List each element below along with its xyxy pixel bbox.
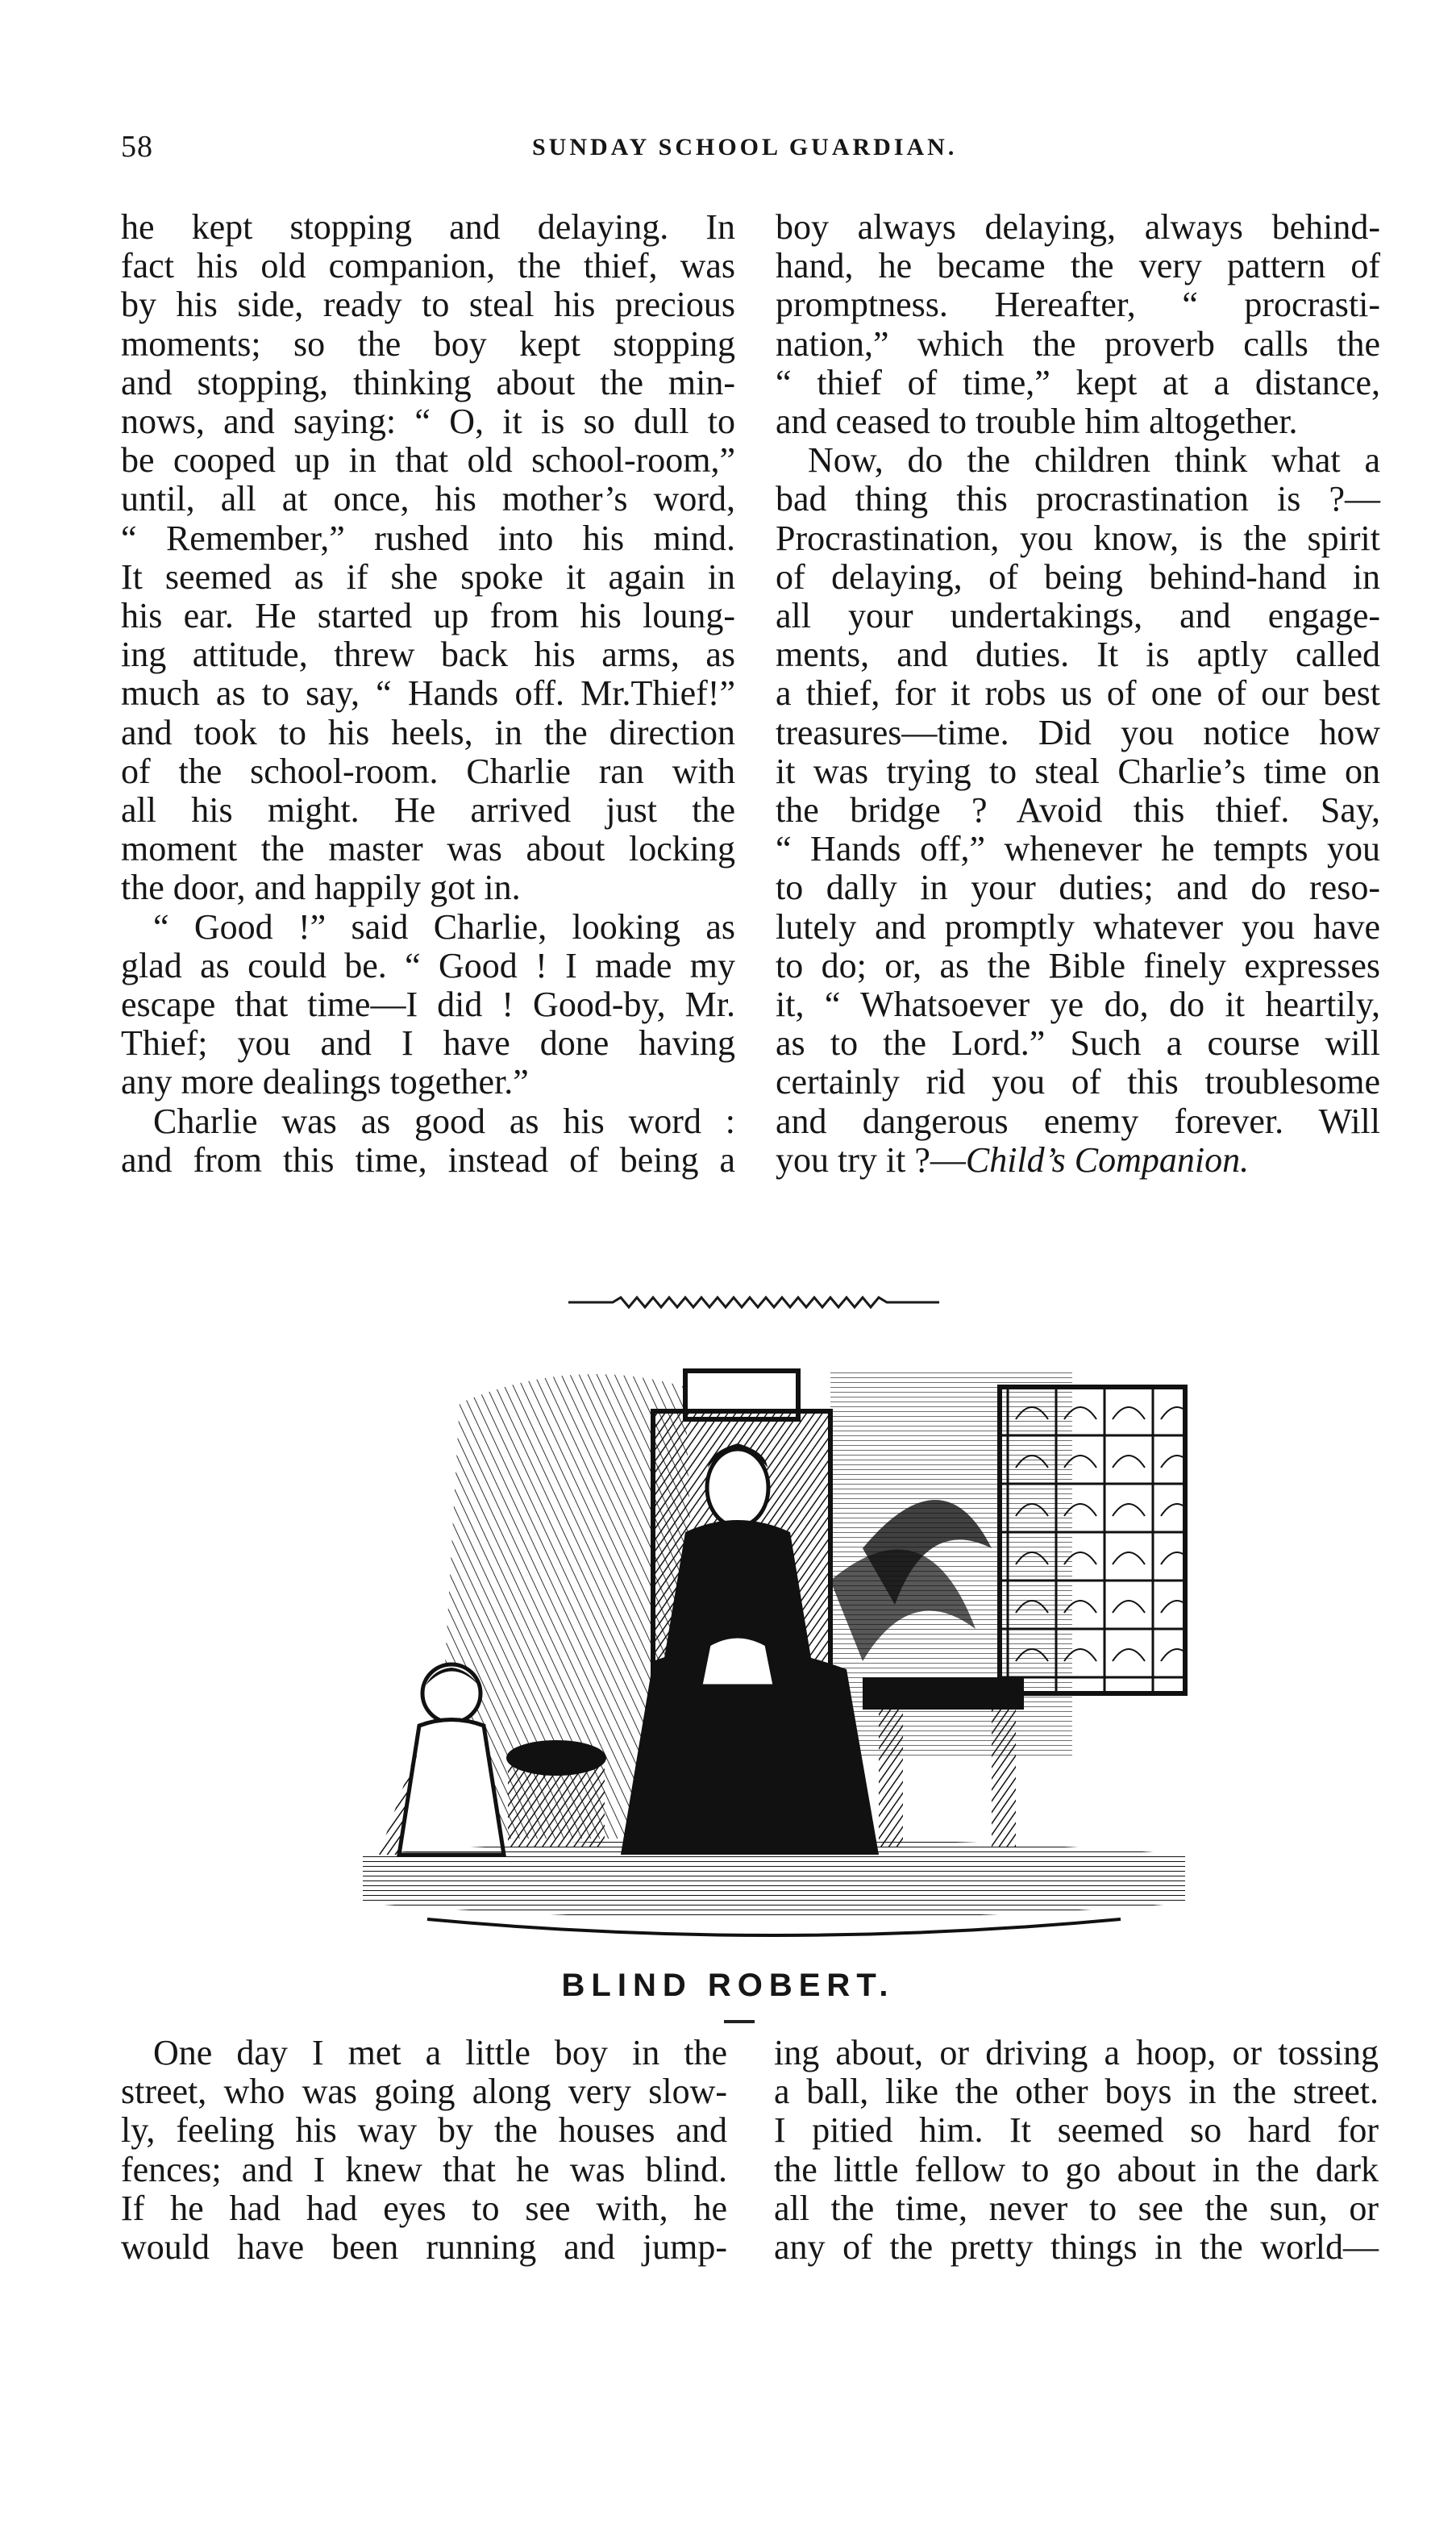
text-line: Procrastination, you know, is the spirit (776, 518, 1380, 558)
text-line: the bridge ? Avoid this thief. Say, (776, 790, 1380, 831)
page-number: 58 (121, 130, 153, 164)
text-line: street, who was going along very slow- (121, 2072, 727, 2112)
text-line: to dally in your duties; and do reso- (776, 868, 1380, 908)
text-line: ly, feeling his way by the houses and (121, 2110, 727, 2151)
story-right-column (776, 208, 1380, 1180)
text-line: as to the Lord.” Such a course will (776, 1023, 1380, 1064)
text-line: and took to his heels, in the direction (121, 712, 735, 752)
text-line: I pitied him. It seemed so hard for (774, 2110, 1379, 2151)
running-head: SUNDAY SCHOOL GUARDIAN. (532, 134, 958, 160)
text-line: all your undertakings, and engage- (776, 596, 1380, 636)
text-line: to do; or, as the Bible finely expresses (776, 945, 1380, 985)
text-line: all the time, never to see the sun, or (774, 2188, 1379, 2228)
text-line: Now, do the children think what a (808, 440, 1380, 481)
text-line: “ Good !” said Charlie, looking as (153, 906, 735, 947)
text-line: by his side, ready to steal his precious (121, 285, 735, 325)
text-line: “ thief of time,” kept at a distance, (776, 362, 1380, 402)
text-line: lutely and promptly whatever you have (776, 906, 1380, 947)
text-line: fences; and I knew that he was blind. (121, 2149, 727, 2189)
text-line: nows, and saying: “ O, it is so dull to (121, 402, 735, 442)
engraving-artwork (363, 1371, 1185, 1935)
text-line: nation,” which the proverb calls the (776, 323, 1380, 364)
text-line: If he had had eyes to see with, he (121, 2188, 727, 2228)
ornamental-divider (564, 1290, 943, 1314)
text-line: it, “ Whatsoever ye do, do it heartily, (776, 985, 1380, 1025)
text-line: and ceased to trouble him altogether. (776, 402, 1298, 442)
text-line: would have been running and jump- (121, 2227, 727, 2268)
text-line: bad thing this procrastination is ?— (776, 479, 1380, 519)
text-line: and dangerous enemy forever. Will (776, 1101, 1380, 1141)
text-line: be cooped up in that old school-room,” (121, 440, 735, 481)
text-line: treasures—time. Did you notice how (776, 712, 1380, 752)
text-line: boy always delaying, always behind- (776, 207, 1380, 247)
text-line: much as to say, “ Hands off. Mr.Thief!” (121, 673, 735, 714)
text-line: it was trying to steal Charlie’s time on (776, 751, 1380, 791)
text-line: “ Remember,” rushed into his mind. (121, 518, 735, 558)
text-line: escape that time—I did ! Good-by, Mr. (121, 985, 735, 1025)
text-line: any of the pretty things in the world— (774, 2227, 1379, 2268)
blind-robert-right-column (774, 2034, 1379, 2267)
text-line: One day I met a little boy in the (153, 2033, 727, 2072)
engraving-seated-woman-kneeling-child-icon (331, 1339, 1217, 1951)
text-line: ments, and duties. It is aptly called (776, 635, 1380, 675)
text-line: moment the master was about locking (121, 829, 735, 869)
text-line: hand, he became the very pattern of (776, 246, 1380, 286)
text-line: all his might. He arrived just the (121, 790, 735, 831)
text-line: a thief, for it robs us of one of our best (776, 673, 1380, 714)
source-credit: Child’s Companion. (965, 1139, 1250, 1180)
text-line: any more dealings together.” (121, 1062, 529, 1102)
text-line: moments; so the boy kept stopping (121, 323, 735, 364)
text-line: certainly rid you of this troublesome (776, 1062, 1380, 1102)
text-line: the little fellow to go about in the dark (774, 2149, 1379, 2189)
text-line: “ Hands off,” whenever he tempts you (776, 829, 1380, 869)
text-line-with-credit (776, 1141, 1380, 1180)
story-left-column (121, 208, 735, 1180)
blind-robert-left-column (121, 2034, 727, 2267)
text-line: It seemed as if she spoke it again in (121, 556, 735, 597)
section-title: BLIND ROBERT. (561, 1968, 895, 2003)
text-line: of the school-room. Charlie ran with (121, 751, 735, 791)
text-line: his ear. He started up from his loung- (121, 596, 735, 636)
text-line: he kept stopping and delaying. In (121, 207, 735, 247)
text-line: Thief; you and I have done having (121, 1023, 735, 1064)
text-line: ing attitude, threw back his arms, as (121, 635, 735, 675)
text-line: ing about, or driving a hoop, or tossing (774, 2033, 1379, 2072)
text-line: the door, and happily got in. (121, 868, 521, 908)
text-line: glad as could be. “ Good ! I made my (121, 945, 735, 985)
text-line: until, all at once, his mother’s word, (121, 479, 735, 519)
text-line: and from this time, instead of being a (121, 1139, 735, 1180)
text-line: and stopping, thinking about the min- (121, 362, 735, 402)
text-line: of delaying, of being behind-hand in (776, 556, 1380, 597)
title-rule (724, 2020, 755, 2023)
text-line: you try it ?— (776, 1139, 966, 1180)
text-line: Charlie was as good as his word : (153, 1101, 735, 1141)
text-line: promptness. Hereafter, “ procrasti- (776, 285, 1380, 325)
text-line: fact his old companion, the thief, was (121, 246, 735, 286)
text-line: a ball, like the other boys in the street. (774, 2072, 1379, 2112)
